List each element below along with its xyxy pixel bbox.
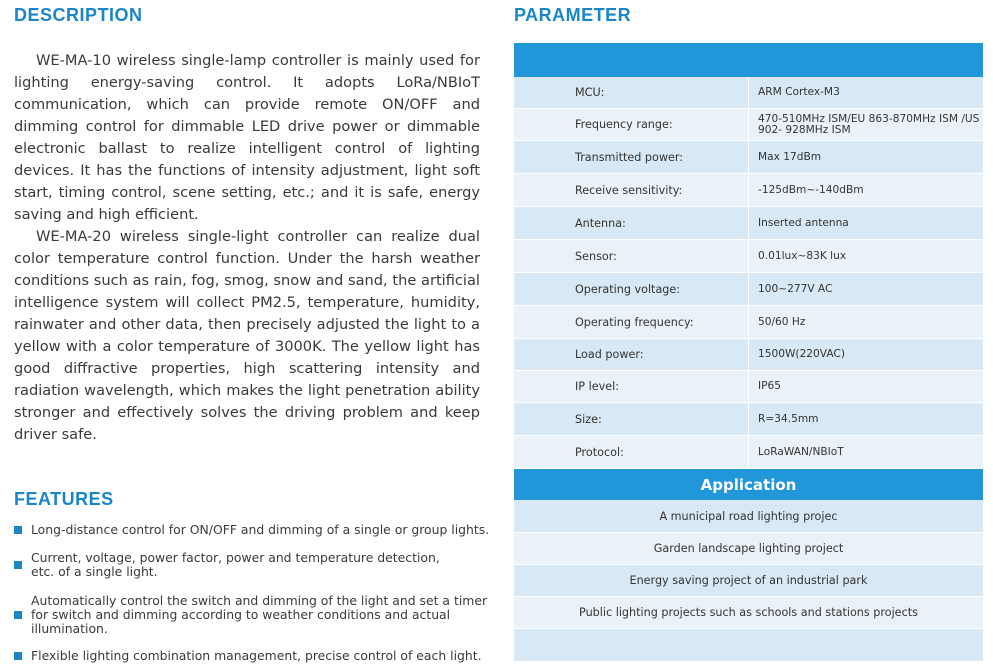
feature-item <box>14 551 454 579</box>
parameter-label: Protocol: <box>575 445 624 459</box>
parameter-value: R=34.5mm <box>748 403 983 435</box>
features-heading: FEATURES <box>14 489 114 509</box>
application-row: A municipal road lighting projec <box>514 500 983 533</box>
parameter-value: 50/60 Hz <box>748 306 983 338</box>
parameter-label: Operating voltage: <box>575 282 681 296</box>
feature-text: Flexible lighting combination management, precise control of each light. <box>31 648 482 663</box>
application-heading: Application <box>514 469 983 500</box>
application-row: Garden landscape lighting project <box>514 533 983 565</box>
feature-item <box>14 523 494 537</box>
parameter-heading: PARAMETER <box>514 5 632 25</box>
parameter-row <box>514 273 983 306</box>
square-bullet-icon <box>14 561 22 569</box>
application-row <box>514 629 983 662</box>
parameter-row <box>514 77 983 109</box>
parameter-label: IP level: <box>575 380 619 393</box>
parameter-value: 470-510MHz ISM/EU 863-870MHz ISM /US 902- 928MHz ISM <box>748 109 983 140</box>
parameter-label: MCU: <box>575 86 605 99</box>
feature-text: Automatically control the switch and dimming of the light and set a timer for switch and dimming according to weather conditions and actual illumination. <box>31 593 488 636</box>
parameter-table-header-bar <box>514 43 983 77</box>
parameter-value: 100~277V AC <box>748 273 983 305</box>
parameter-label: Size: <box>575 412 602 426</box>
description-heading: DESCRIPTION <box>14 5 143 25</box>
parameter-value: LoRaWAN/NBIoT <box>748 436 983 468</box>
parameter-row <box>514 174 983 207</box>
parameter-label: Frequency range: <box>575 118 673 131</box>
parameter-value: ARM Cortex-M3 <box>748 77 983 108</box>
parameter-table <box>514 43 983 662</box>
square-bullet-icon <box>14 526 22 534</box>
parameter-value: 1500W(220VAC) <box>748 339 983 370</box>
parameter-label: Load power: <box>575 348 644 361</box>
parameter-row <box>514 371 983 403</box>
parameter-row <box>514 207 983 240</box>
parameter-row <box>514 339 983 371</box>
square-bullet-icon <box>14 652 22 660</box>
parameter-value: 0.01lux~83K lux <box>748 240 983 272</box>
feature-item <box>14 594 494 636</box>
parameter-row <box>514 240 983 273</box>
square-bullet-icon <box>14 611 22 619</box>
parameter-label: Transmitted power: <box>575 150 684 164</box>
parameter-row <box>514 141 983 174</box>
parameter-value: -125dBm~-140dBm <box>748 174 983 206</box>
application-row: Energy saving project of an industrial park <box>514 565 983 597</box>
parameter-value: IP65 <box>748 371 983 402</box>
parameter-value: Max 17dBm <box>748 141 983 173</box>
parameter-label: Sensor: <box>575 249 617 263</box>
feature-item <box>14 649 494 663</box>
parameter-row <box>514 306 983 339</box>
parameter-row <box>514 109 983 141</box>
parameter-label: Receive sensitivity: <box>575 183 683 197</box>
description-paragraph: WE-MA-10 wireless single-lamp controller is mainly used for lighting energy-saving control. It adopts LoRa/NBIoT communication, which can provide remote ON/OFF and dimming control for dimmable LED drive power or dimmable electronic ballast to realize intelligent control of lighting devices. It has the functions of intensity adjustment, light soft start, timing control, scene setting, etc.; and it is safe, energy saving and high efficient. <box>14 52 480 223</box>
parameter-label: Operating frequency: <box>575 315 694 329</box>
description-paragraph: WE-MA-20 wireless single-light controller can realize dual color temperature control function. Under the harsh weather conditions such as rain, fog, smog, snow and sand, the artificial intelligence system will collect PM2.5, temperature, humidity, rainwater and other data, then precisely adjusted the light to a yellow with a color temperature of 3000K. The yellow light has good diffractive properties, high scattering intensity and radiation wavelength, which makes the light penetration ability stronger and effectively solves the driving problem and keep driver safe. <box>14 228 480 443</box>
parameter-value: Inserted antenna <box>748 207 983 239</box>
parameter-row <box>514 436 983 469</box>
parameter-row <box>514 403 983 436</box>
description-text <box>14 50 480 446</box>
parameter-label: Antenna: <box>575 216 626 230</box>
feature-text: Long-distance control for ON/OFF and dimming of a single or group lights. <box>31 522 490 537</box>
feature-text: Current, voltage, power factor, power and temperature detection, etc. of a single light. <box>31 550 440 579</box>
application-row: Public lighting projects such as schools and stations projects <box>514 597 983 629</box>
